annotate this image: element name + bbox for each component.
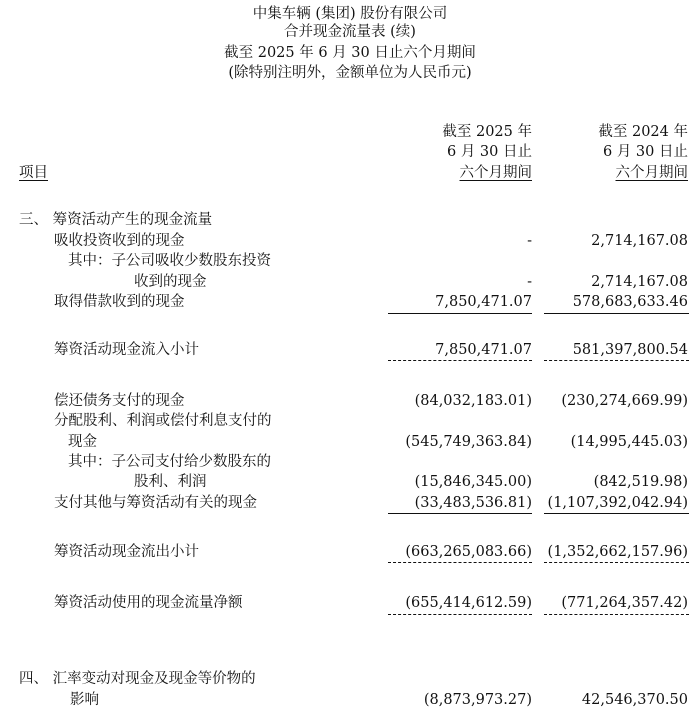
dividend-sub-label-line2: 股利、利润 bbox=[134, 474, 207, 491]
col1-header-line3: 六个月期间 bbox=[459, 164, 532, 181]
net-financing-2025: (655,414,612.59) bbox=[405, 595, 532, 612]
item-column-header: 项目 bbox=[19, 164, 48, 181]
currency-note: (除特别注明外，金额单位为人民币元) bbox=[228, 65, 472, 82]
col1-header-line1: 截至 2025 年 bbox=[442, 123, 532, 140]
dividend-label-line2: 现金 bbox=[68, 433, 97, 450]
col2-header-line3: 六个月期间 bbox=[615, 164, 688, 181]
fx-effect-2024: 42,546,370.50 bbox=[581, 691, 688, 708]
absorb-sub-2024: 2,714,167.08 bbox=[591, 273, 688, 290]
other-financing-label: 支付其他与筹资活动有关的现金 bbox=[54, 494, 257, 511]
outflow-subtotal-2024: (1,352,662,157.96) bbox=[547, 543, 688, 560]
inflow-subtotal-label: 筹资活动现金流入小计 bbox=[54, 342, 199, 358]
col2-header-line1: 截至 2024 年 bbox=[598, 123, 688, 140]
col1-header-line2: 6 月 30 日止 bbox=[446, 144, 532, 161]
col2-dashed-rule bbox=[544, 360, 689, 361]
absorb-2025: - bbox=[527, 232, 532, 249]
borrow-2025: 7,850,471.07 bbox=[435, 294, 532, 311]
col2-dashed-rule bbox=[544, 614, 689, 615]
outflow-subtotal-2025: (663,265,083.66) bbox=[405, 543, 532, 560]
repay-label: 偿还债务支付的现金 bbox=[54, 392, 185, 409]
col1-rule bbox=[388, 513, 532, 514]
col2-dashed-rule bbox=[544, 562, 689, 563]
col1-dashed-rule bbox=[388, 562, 532, 563]
inflow-subtotal-2025: 7,850,471.07 bbox=[435, 342, 532, 358]
company-name: 中集车辆 (集团) 股份有限公司 bbox=[252, 5, 448, 22]
repay-2024: (230,274,669.99) bbox=[561, 392, 688, 409]
col2-header-line2: 6 月 30 日止 bbox=[602, 144, 688, 161]
period-line: 截至 2025 年 6 月 30 日止六个月期间 bbox=[224, 44, 476, 61]
section-three-heading: 三、 筹资活动产生的现金流量 bbox=[19, 212, 213, 229]
dividend-sub-label-line1: 其中：子公司支付给少数股东的 bbox=[68, 454, 271, 470]
dividend-sub-2024: (842,519.98) bbox=[593, 474, 688, 491]
absorb-label: 吸收投资收到的现金 bbox=[54, 232, 185, 249]
col1-dashed-rule bbox=[388, 360, 532, 361]
borrow-2024: 578,683,633.46 bbox=[572, 294, 688, 311]
section-four-heading: 四、 汇率变动对现金及现金等价物的 bbox=[19, 671, 256, 688]
net-financing-label: 筹资活动使用的现金流量净额 bbox=[54, 595, 243, 612]
col1-rule bbox=[388, 313, 532, 314]
col2-rule bbox=[544, 513, 689, 514]
absorb-sub-label-line2: 收到的现金 bbox=[134, 273, 207, 290]
other-financing-2024: (1,107,392,042.94) bbox=[547, 494, 688, 511]
other-financing-2025: (33,483,536.81) bbox=[414, 494, 532, 511]
net-financing-2024: (771,264,357.42) bbox=[561, 595, 688, 612]
dividend-2025: (545,749,363.84) bbox=[405, 433, 532, 450]
inflow-subtotal-2024: 581,397,800.54 bbox=[572, 342, 688, 358]
statement-title: 合并现金流量表 (续) bbox=[284, 24, 416, 41]
dividend-2024: (14,995,445.03) bbox=[570, 433, 688, 450]
absorb-sub-label-line1: 其中：子公司吸收少数股东投资 bbox=[68, 253, 271, 270]
repay-2025: (84,032,183.01) bbox=[414, 392, 532, 409]
col2-rule bbox=[544, 313, 689, 314]
dividend-label-line1: 分配股利、利润或偿付利息支付的 bbox=[54, 413, 272, 430]
absorb-sub-2025: - bbox=[527, 273, 532, 290]
outflow-subtotal-label: 筹资活动现金流出小计 bbox=[54, 543, 199, 560]
fx-effect-label: 影响 bbox=[70, 691, 99, 708]
borrow-label: 取得借款收到的现金 bbox=[54, 294, 185, 311]
absorb-2024: 2,714,167.08 bbox=[591, 232, 688, 249]
dividend-sub-2025: (15,846,345.00) bbox=[414, 474, 532, 491]
col1-dashed-rule bbox=[388, 614, 532, 615]
fx-effect-2025: (8,873,973.27) bbox=[423, 691, 532, 708]
